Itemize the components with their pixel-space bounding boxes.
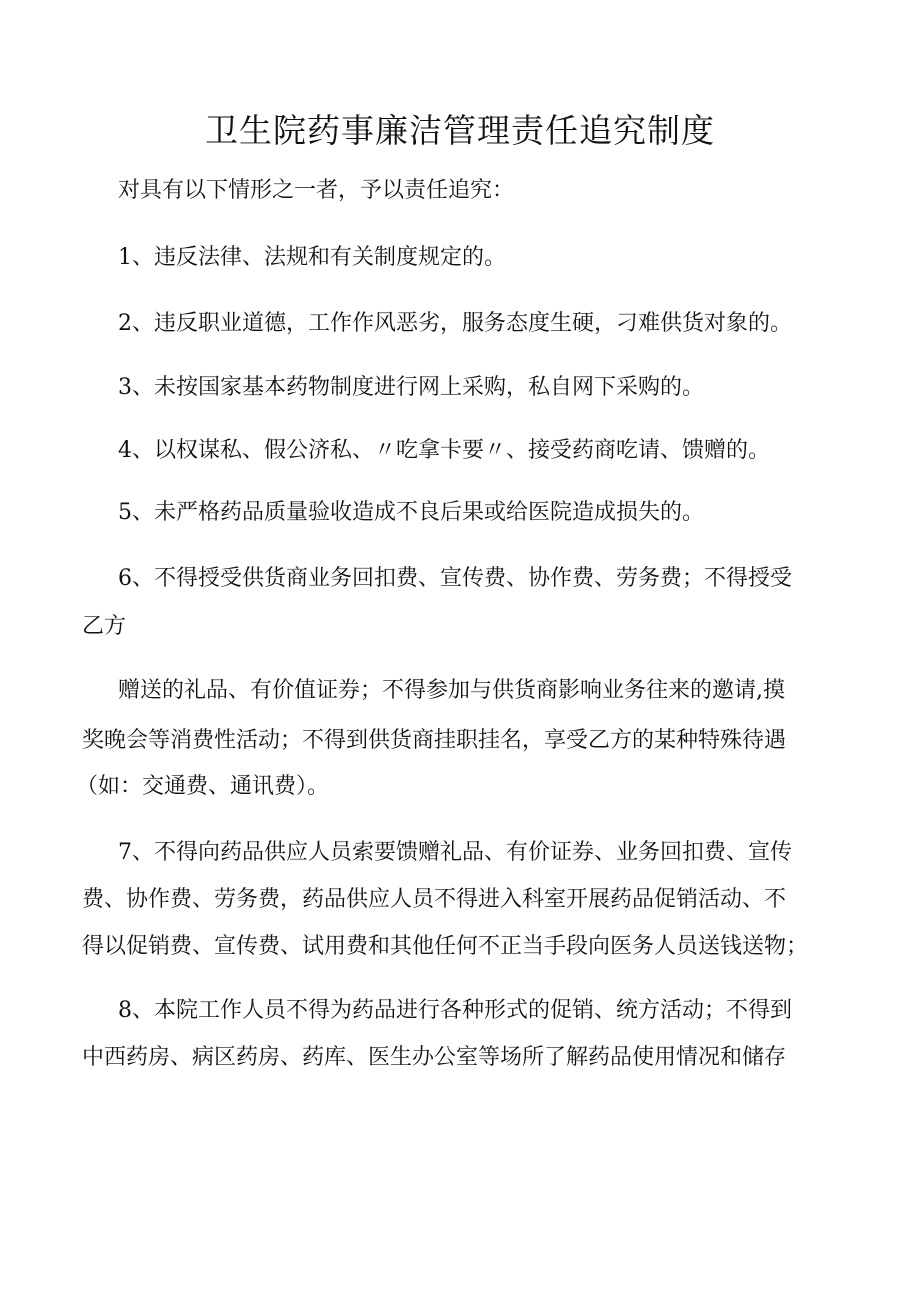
item-1-line-1: 1、违反法律、法规和有关制度规定的。 [118,245,506,270]
item-7-line-3: 得以促销费、宣传费、试用费和其他任何不正当手段向医务人员送钱送物； [82,934,809,959]
item-7-line-2: 费、协作费、劳务费，药品供应人员不得进入科室开展药品促销活动、不 [82,887,787,912]
item-7-line-1: 7、不得向药品供应人员索要馈赠礼品、有价证券、业务回扣费、宣传 [118,840,792,865]
item-6-continuation-line-2: 奖晚会等消费性活动；不得到供货商挂职挂名，享受乙方的某种特殊待遇 [82,728,787,753]
item-8-line-1: 8、本院工作人员不得为药品进行各种形式的促销、统方活动；不得到 [118,998,792,1023]
document-title: 卫生院药事廉洁管理责任追究制度 [205,111,715,150]
item-6-continuation-line-1: 赠送的礼品、有价值证券；不得参加与供货商影响业务往来的邀请,摸 [118,678,785,703]
item-2-line-1: 2、违反职业道德，工作作风恶劣，服务态度生硬，刁难供货对象的。 [118,311,792,336]
item-6-line-2: 乙方 [82,614,127,639]
item-4-line-1: 4、以权谋私、假公济私、〃吃拿卡要〃、接受药商吃请、馈赠的。 [118,438,770,463]
item-8-line-2: 中西药房、病区药房、药库、医生办公室等场所了解药品使用情况和储存 [82,1045,787,1070]
item-6-continuation-line-3: （如：交通费、通讯费）。 [76,774,330,799]
item-6-line-1: 6、不得授受供货商业务回扣费、宣传费、协作费、劳务费；不得授受 [118,566,792,591]
intro-paragraph: 对具有以下情形之一者，予以责任追究： [118,178,515,203]
item-3-line-1: 3、未按国家基本药物制度进行网上采购，私自网下采购的。 [118,375,704,400]
item-5-line-1: 5、未严格药品质量验收造成不良后果或给医院造成损失的。 [118,500,704,525]
